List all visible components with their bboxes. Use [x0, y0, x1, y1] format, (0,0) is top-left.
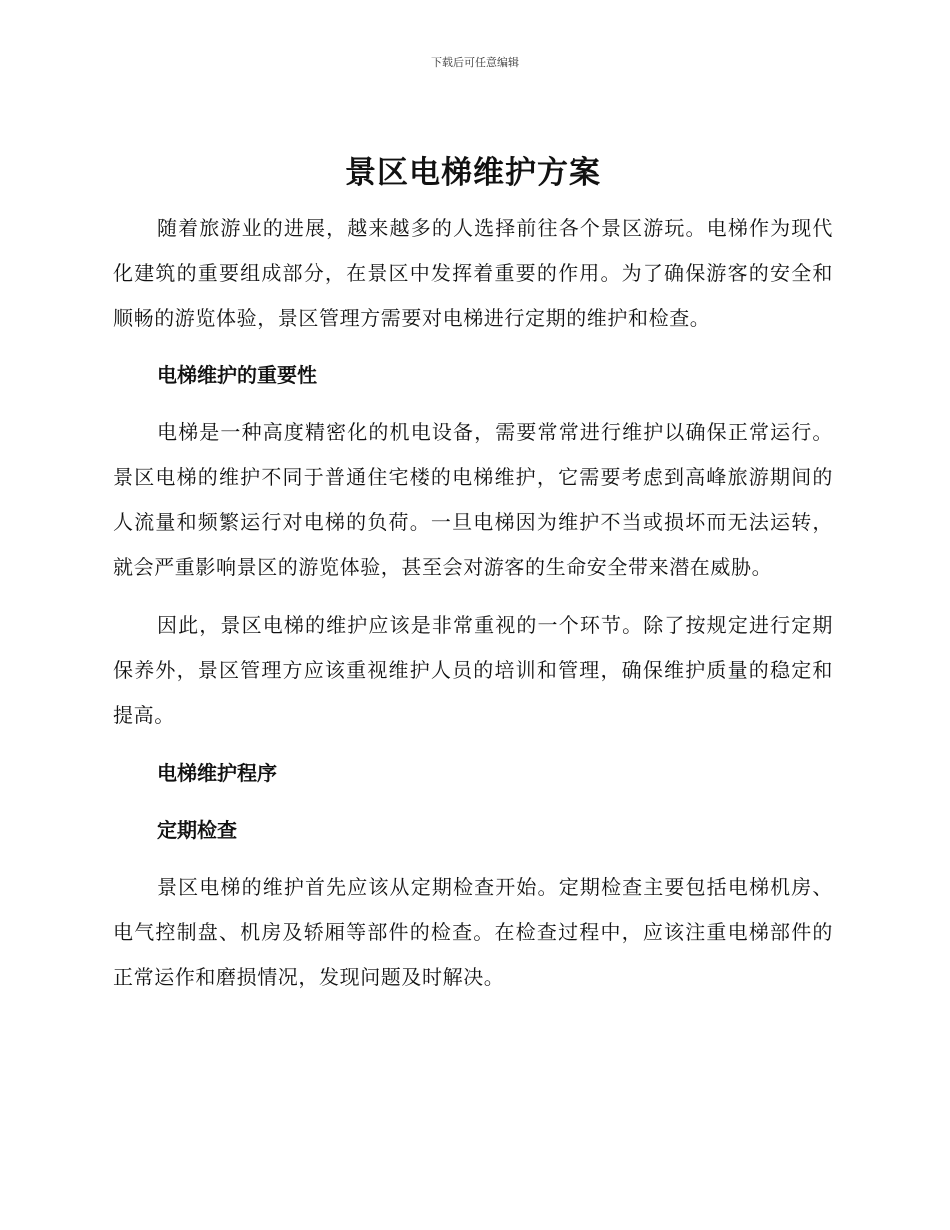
section-heading-procedure: 电梯维护程序	[157, 761, 277, 785]
intro-paragraph: 随着旅游业的进展，越来越多的人选择前往各个景区游玩。电梯作为现代化建筑的重要组成部分，在景区中发挥着重要的作用。为了确保游客的安全和顺畅的游览体验，景区管理方需要对电梯进行定期的维护和检查。	[113, 216, 833, 330]
page-header-note: 下载后可任意编辑	[431, 56, 519, 69]
document-body	[113, 148, 833, 1000]
section-heading-importance: 电梯维护的重要性	[157, 363, 317, 387]
subsection-heading-regular-inspection: 定期检查	[157, 818, 237, 842]
importance-paragraph-2: 因此，景区电梯的维护应该是非常重视的一个环节。除了按规定进行定期保养外，景区管理方应该重视维护人员的培训和管理，确保维护质量的稳定和提高。	[113, 613, 833, 727]
importance-paragraph-1: 电梯是一种高度精密化的机电设备，需要常常进行维护以确保正常运行。景区电梯的维护不同于普通住宅楼的电梯维护，它需要考虑到高峰旅游期间的人流量和频繁运行对电梯的负荷。一旦电梯因为维护不当或损坏而无法运转，就会严重影响景区的游览体验，甚至会对游客的生命安全带来潜在威胁。	[113, 420, 833, 579]
inspection-paragraph-1: 景区电梯的维护首先应该从定期检查开始。定期检查主要包括电梯机房、电气控制盘、机房及轿厢等部件的检查。在检查过程中，应该注重电梯部件的正常运作和磨损情况，发现问题及时解决。	[113, 875, 833, 989]
document-title: 景区电梯维护方案	[345, 155, 601, 191]
